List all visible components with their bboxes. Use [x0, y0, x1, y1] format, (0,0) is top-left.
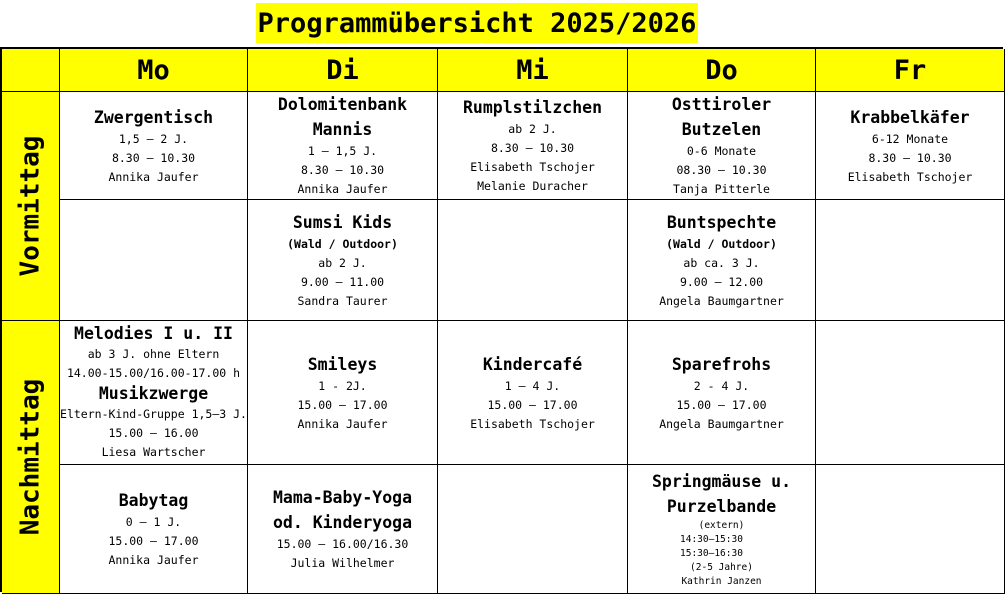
program-age: (2-5 Jahre) [690, 562, 753, 573]
cell-do-afternoon-1 [628, 321, 816, 465]
program-age: 1,5 – 2 J. [118, 131, 189, 146]
program-leader: Annika Jaufer [108, 169, 199, 184]
period-morning-label: Vormittag [15, 135, 46, 277]
program-leader: Sandra Taurer [297, 293, 388, 308]
program-time: 14:30–15:30 [680, 534, 743, 545]
program-time: 8.30 – 10.30 [111, 150, 196, 165]
program-leader: Annika Jaufer [297, 416, 388, 431]
cell-mi-morning-1 [438, 92, 628, 200]
program-title: Springmäuse u. [651, 472, 792, 491]
program-age: ab 2 J. [318, 255, 367, 270]
cell-mo-morning-1 [60, 92, 248, 200]
cell-do-morning-1 [628, 92, 816, 200]
cell-do-afternoon-2 [628, 465, 816, 594]
program-time: 9.00 – 11.00 [300, 274, 385, 289]
program-age: 0 – 1 J. [125, 515, 182, 529]
program-title: Babytag [118, 491, 189, 510]
corner-cell [2, 49, 60, 92]
program-time: 15.00 – 16.00/16.30 [276, 537, 409, 551]
cell-di-afternoon-2 [248, 465, 438, 594]
cell-mi-morning-2 [438, 200, 628, 321]
program-title: Rumplstilzchen [462, 98, 603, 117]
program-time: 8.30 – 10.30 [868, 150, 952, 165]
program-title: Sumsi Kids [292, 212, 393, 232]
program-title: Kindercafé [482, 354, 583, 374]
program-title: Smileys [307, 354, 378, 374]
day-header-fr: Fr [816, 49, 1005, 92]
program-title: Osttiroler Butzelen [671, 95, 772, 139]
program-leader-2: Melanie Duracher [477, 179, 588, 193]
program-title-2: Musikzwerge [98, 384, 209, 403]
program-extern-note: (extern) [698, 520, 745, 531]
program-time: 15.00 – 17.00 [297, 397, 388, 412]
program-title: Sparefrohs [671, 354, 772, 374]
day-header-do: Do [628, 49, 816, 92]
cell-fr-morning-1 [816, 92, 1005, 200]
program-title: Krabbelkäfer [850, 107, 970, 127]
program-title: Dolomitenbank [277, 95, 408, 114]
program-leader: Tanja Pitterle [673, 182, 770, 196]
page-title: Programmübersicht 2025/2026 [256, 3, 698, 43]
program-time: 8.30 – 10.30 [300, 163, 385, 177]
program-leader: Annika Jaufer [297, 182, 388, 196]
program-title: Melodies I u. II [74, 324, 233, 343]
program-title: Mama-Baby-Yoga [272, 488, 413, 507]
program-title-line-2: Mannis [312, 120, 373, 139]
program-time: 08.30 – 10.30 [676, 163, 767, 177]
period-morning [2, 92, 60, 321]
day-header-di: Di [248, 49, 438, 92]
cell-di-morning-1 [248, 92, 438, 200]
program-age-2: Eltern-Kind-Gruppe 1,5–3 J. [60, 407, 247, 421]
program-time: 15.00 – 17.00 [487, 397, 578, 412]
cell-mo-afternoon-1 [60, 321, 248, 465]
program-age: ab 3 J. ohne Eltern [87, 347, 220, 361]
program-age: 2 - 4 J. [693, 378, 750, 393]
cell-di-morning-2 [248, 200, 438, 321]
cell-fr-morning-2 [816, 200, 1005, 321]
program-time: 15.00 – 17.00 [676, 397, 767, 412]
cell-do-morning-2 [628, 200, 816, 321]
cell-mo-morning-2 [60, 200, 248, 321]
program-leader: Elisabeth Tschojer [470, 416, 595, 431]
program-age: 6-12 Monate [871, 131, 949, 146]
period-afternoon [2, 321, 60, 594]
program-age: 1 – 1,5 J. [307, 144, 378, 158]
program-age: 0-6 Monate [686, 144, 757, 158]
program-leader: Liesa Wartscher [101, 445, 206, 459]
cell-di-afternoon-1 [248, 321, 438, 465]
program-time-2: 15:30–16:30 [680, 548, 743, 559]
cell-mi-afternoon-1 [438, 321, 628, 465]
program-leader: Elisabeth Tschojer [847, 169, 973, 184]
program-age: ab 2 J. [508, 122, 557, 136]
program-time: 15.00 – 17.00 [108, 534, 199, 548]
program-time: 9.00 – 12.00 [679, 274, 764, 289]
program-age: 1 – 4 J. [504, 378, 561, 393]
program-leader: Angela Baumgartner [659, 293, 784, 308]
program-title-line-2: od. Kinderyoga [272, 513, 413, 532]
program-subtitle: (Wald / Outdoor) [287, 236, 398, 251]
program-time-2: 15.00 – 16.00 [108, 426, 199, 440]
cell-mo-afternoon-2 [60, 465, 248, 594]
program-leader: Angela Baumgartner [659, 416, 784, 431]
program-title-line-2: Purzelbande [666, 497, 777, 516]
program-time: 8.30 – 10.30 [490, 141, 575, 155]
program-time: 14.00-15.00/16.00-17.00 h [66, 366, 241, 380]
program-leader: Julia Wilhelmer [290, 556, 395, 570]
program-leader: Elisabeth Tschojer [470, 160, 595, 174]
cell-fr-afternoon-1 [816, 321, 1005, 465]
program-subtitle: (Wald / Outdoor) [666, 236, 777, 251]
program-title: Buntspechte [666, 212, 777, 232]
period-afternoon-label: Nachmittag [15, 378, 46, 536]
program-age: 1 - 2J. [318, 378, 367, 393]
day-header-mi: Mi [438, 49, 628, 92]
program-leader: Annika Jaufer [108, 553, 199, 567]
program-leader: Kathrin Janzen [681, 576, 762, 587]
schedule-table [0, 47, 1003, 592]
cell-mi-afternoon-2 [438, 465, 628, 594]
cell-fr-afternoon-2 [816, 465, 1005, 594]
day-header-mo: Mo [60, 49, 248, 92]
program-age: ab ca. 3 J. [683, 255, 760, 270]
program-title: Zwergentisch [93, 107, 214, 127]
